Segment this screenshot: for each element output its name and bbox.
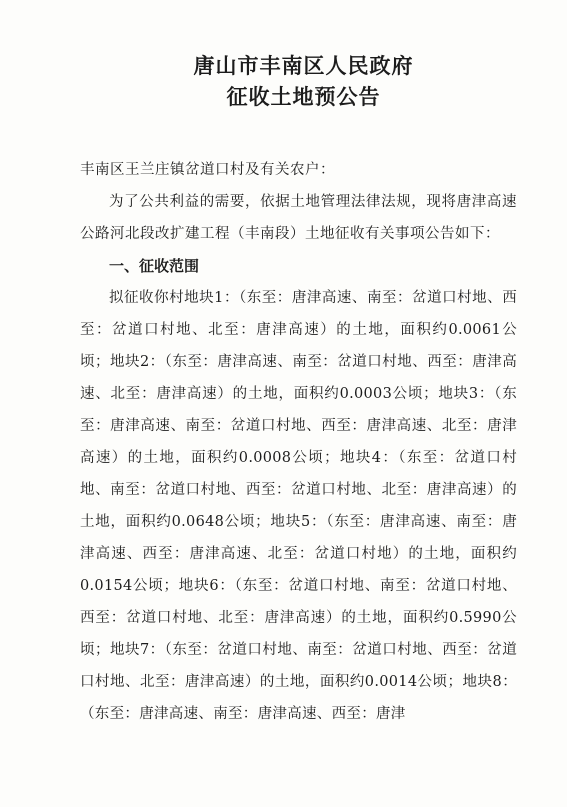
document-title	[80, 50, 527, 112]
title-line-1: 唐山市丰南区人民政府	[193, 53, 414, 78]
section-heading-scope: 一、征收范围	[109, 257, 200, 275]
title-line-2: 征收土地预公告	[226, 84, 381, 109]
section-body-scope: 拟征收你村地块1：（东至：唐津高速、南至：岔道口村地、西至：岔道口村地、北至：唐津高速）的土地，面积约0.0061公顷；地块2：（东至：唐津高速、南至：岔道口村地、西至：唐津高速、北至：唐津高速）的土地，面积约0.0003公顷；地块3：（东至：唐津高速、南至：岔道口村地、西至：唐津高速、北至：唐津高速）的土地，面积约0.0008公顷；地块4：（东至：岔道口村地、南至：岔道口村地、西至：岔道口村地、北至：唐津高速）的土地，面积约0.0648公顷；地块5：（东至：唐津高速、南至：唐津高速、西至：唐津高速、北至：岔道口村地）的土地，面积约0.0154公顷；地块6：（东至：岔道口村地、南至：岔道口村地、西至：岔道口村地、北至：唐津高速）的土地，面积约0.5990公顷；地块7：（东至：岔道口村地、南至：岔道口村地、西至：岔道口村地、北至：唐津高速）的土地，面积约0.0014公顷；地块8：（东至：唐津高速、南至：唐津高速、西至：唐津	[80, 290, 517, 722]
intro-paragraph: 为了公共利益的需要，依据土地管理法律法规，现将唐津高速公路河北段改扩建工程（丰南段）土地征收有关事项公告如下：	[80, 194, 517, 242]
salutation: 丰南区王兰庄镇岔道口村及有关农户：	[80, 162, 335, 178]
